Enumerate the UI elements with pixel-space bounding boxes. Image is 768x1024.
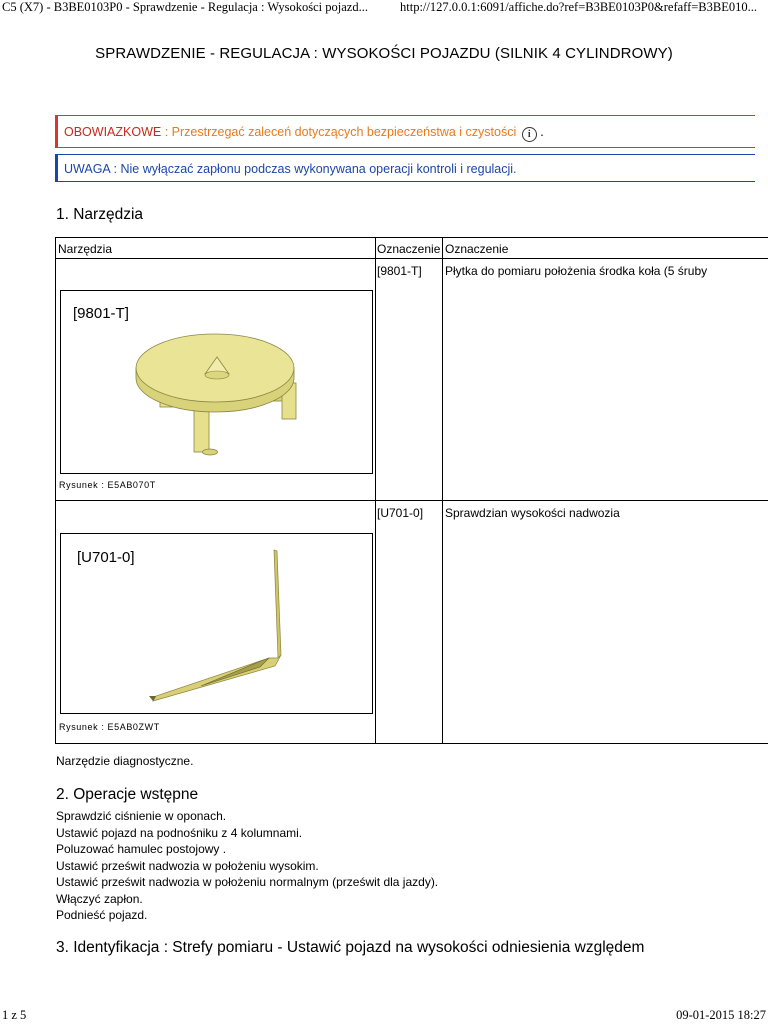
table-header-description: Oznaczenie — [445, 242, 509, 256]
figure-caption: Rysunek : E5AB070T — [59, 480, 156, 490]
table-header-code: Oznaczenie — [377, 242, 441, 256]
tool-code: [9801-T] — [377, 264, 422, 278]
mandatory-label: OBOWIAZKOWE — [64, 125, 162, 139]
page-title: SPRAWDZENIE - REGULACJA : WYSOKOŚCI POJAZDU (SILNIK 4 CYLINDROWY) — [95, 45, 673, 62]
body-height-gauge-icon — [61, 534, 372, 713]
section-heading-tools: 1. Narzędzia — [56, 206, 144, 223]
print-header-url: http://127.0.0.1:6091/affiche.do?ref=B3BE0103P0&refaff=B3BE010... — [400, 0, 757, 14]
prelim-steps-list — [56, 808, 438, 924]
list-item: Ustawić pojazd na podnośniku z 4 kolumnami. — [56, 825, 303, 840]
print-header-title: C5 (X7) - B3BE0103P0 - Sprawdzenie - Regulacja : Wysokości pojazd... — [2, 0, 368, 14]
tool-description: Płytka do pomiaru położenia środka koła (5 śruby — [445, 264, 708, 278]
tool-image-u7010 — [60, 533, 373, 714]
list-item: Włączyć zapłon. — [56, 891, 143, 906]
list-item: Sprawdzić ciśnienie w oponach. — [56, 809, 227, 823]
figure-caption: Rysunek : E5AB0ZWT — [59, 722, 160, 732]
tool-image-label: [9801-T] — [73, 305, 129, 322]
tool-image-label: [U701-0] — [77, 549, 135, 566]
table-header-tools: Narzędzia — [58, 242, 113, 256]
tools-table — [55, 237, 768, 744]
section-heading-identification: 3. Identyfikacja : Strefy pomiaru - Ustawić pojazd na wysokości odniesienia względem — [56, 939, 645, 956]
warning-notice — [55, 154, 755, 182]
print-datetime: 09-01-2015 18:27 — [676, 1008, 766, 1022]
mandatory-text[interactable]: : Przestrzegać zaleceń dotyczących bezpieczeństwa i czystości — [161, 125, 517, 139]
list-item: Ustawić prześwit nadwozia w położeniu normalnym (prześwit dla jazdy). — [56, 875, 439, 889]
tools-note: Narzędzie diagnostyczne. — [56, 754, 194, 768]
tool-image-9801t — [60, 290, 373, 474]
warning-label: UWAGA — [64, 162, 111, 176]
tool-code: [U701-0] — [377, 506, 424, 520]
mandatory-notice — [55, 115, 755, 148]
mandatory-end: . — [536, 125, 544, 139]
warning-text: : Nie wyłączać zapłonu podczas wykonywana operacji kontroli i regulacji. — [110, 162, 517, 176]
list-item: Podnieść pojazd. — [56, 908, 148, 922]
list-item: Ustawić prześwit nadwozia w położeniu wysokim. — [56, 858, 319, 873]
tool-description: Sprawdzian wysokości nadwozia — [445, 506, 620, 520]
info-icon[interactable]: i — [522, 127, 537, 142]
page-counter: 1 z 5 — [2, 1008, 27, 1022]
wheel-center-plate-icon — [61, 291, 372, 473]
section-heading-prelim: 2. Operacje wstępne — [56, 786, 199, 803]
list-item: Poluzować hamulec postojowy . — [56, 842, 227, 856]
